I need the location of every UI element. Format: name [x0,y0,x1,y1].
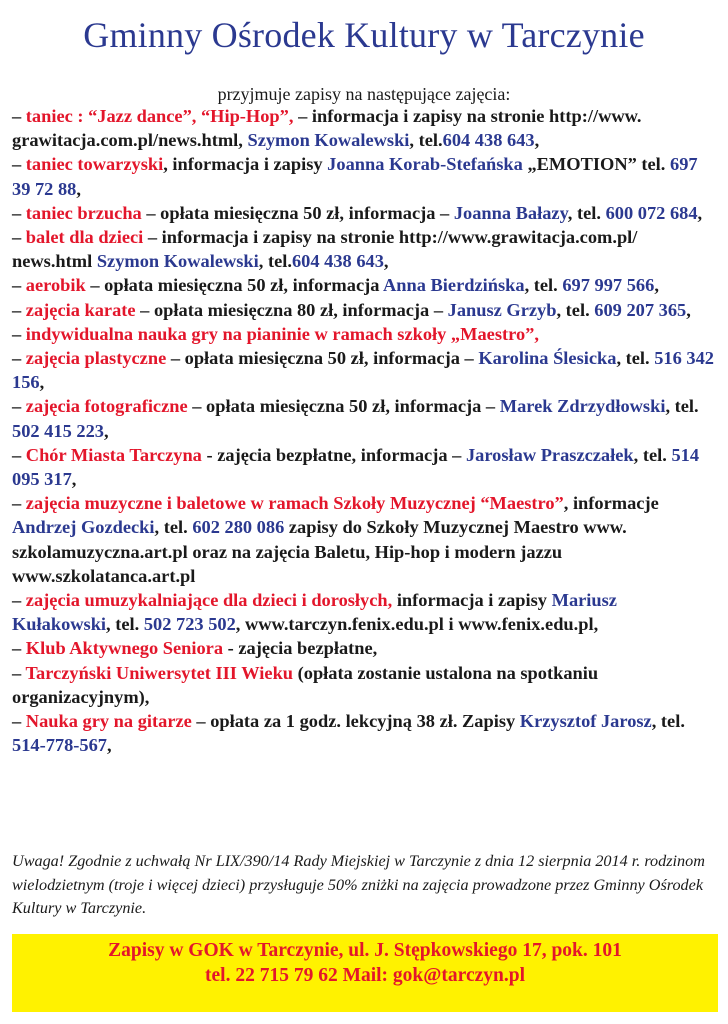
activity-name: taniec : “Jazz dance”, “Hip-Hop”, [25,106,294,126]
contact-detail: Jarosław Praszczałek [465,444,634,465]
contact-detail: 602 280 086 [192,517,285,538]
contact-detail: 697 39 72 88 [12,154,698,199]
activity-text: – opłata miesięczna 50 zł, informacja – [187,396,500,417]
activity-text: – [12,227,26,248]
activity-text: , [534,130,540,151]
activity-name: Nauka gry na gitarze [25,711,192,732]
activity-text: , tel. [409,130,443,151]
activity-text: – [12,493,26,514]
contact-detail: 502 723 502 [143,614,236,635]
activity-text: (opłata zostanie ustalona na spotkaniu organizacyjnym), [12,662,599,707]
activity-text: , [71,469,77,490]
activity-text: , tel. [258,251,292,272]
activity-item [12,298,718,322]
signup-footer [12,934,718,1012]
activity-item [12,443,718,491]
activity-text: – [12,154,26,175]
contact-detail: Szymon Kowalewski [247,130,410,151]
activity-text: , [383,251,389,272]
contact-detail: 604 438 643 [442,130,535,151]
activity-text: zapisy do Szkoły Muzycznej Maestro www. szkolamuzyczna.art.pl oraz na zajęcia Baletu, Hip-hop i modern jazzu www.szkolatanca.art.pl [12,517,627,586]
contact-detail: 609 207 365 [594,299,687,320]
activity-text: – opłata miesięczna 50 zł, informacja – [141,202,454,223]
contact-detail: 514 095 317 [12,444,700,490]
contact-detail: 697 997 566 [562,275,655,296]
activity-item [12,588,718,636]
contact-detail: Szymon Kowalewski [96,251,259,272]
activity-text: – [12,444,26,465]
activity-name: indywidualna nauka gry na pianinie w ramach szkoły „Maestro”, [25,323,539,344]
activity-text: – [12,638,26,659]
contact-detail: 502 415 223 [12,420,104,441]
contact-detail: Karolina Ślesicka [478,348,617,369]
activity-item [12,322,718,346]
activities-list [12,104,718,757]
contact-detail: Andrzej Gozdecki [12,517,155,538]
activity-text: , tel. [524,275,563,296]
activity-text: , [654,275,659,296]
activity-item [12,104,718,152]
activity-text: , [76,178,81,199]
activity-text: , informacje [563,493,659,514]
activity-item [12,273,718,297]
contact-detail: 600 072 684 [605,202,698,223]
activity-item [12,394,718,442]
activity-text: , informacja i zapisy [163,154,328,175]
activity-name: zajęcia fotograficzne [25,396,188,417]
activity-text: – [12,711,26,732]
activity-text: – [12,106,26,126]
contact-detail: 514-778-567 [12,735,108,756]
activity-item [12,201,718,225]
activity-text: , [107,735,112,756]
contact-detail: Anna Bierdzińska [383,275,525,296]
contact-detail: Joanna Korab-Stefańska [327,154,523,175]
activity-name: zajęcia plastyczne [25,348,167,369]
activity-name: zajęcia umuzykalniające dla dzieci i dorosłych, [25,590,393,611]
activity-item [12,346,718,394]
activity-item [12,225,718,273]
activity-text: – opłata za 1 godz. lekcyjną 38 zł. Zapisy [191,711,520,732]
activity-text: – [12,662,26,683]
discount-note: Uwaga! Zgodnie z uchwałą Nr LIX/390/14 Rady Miejskiej w Tarczynie z dnia 12 sierpnia 2014 r. rodzinom wielodzietnym (troje i więcej dzieci) przysługuje 50% zniżki na zajęcia prowadzone przez Gminny Ośrodek Kultury w Tarczynie. [12,852,705,917]
activity-text: , tel. [633,444,672,465]
activity-text: , tel. [616,348,655,369]
activity-item [12,661,718,709]
activity-name: Tarczyński Uniwersytet III Wieku [25,662,294,683]
contact-detail: 516 342 156 [12,348,715,393]
activity-name: taniec towarzyski [25,154,164,175]
activity-name: zajęcia muzyczne i baletowe w ramach Szkoły Muzycznej “Maestro” [25,493,564,514]
activity-text: – informacja i zapisy na stronie http://www. grawitacja.com.pl/news.html, [12,106,642,151]
activity-text: - zajęcia bezpłatne, [223,638,378,659]
activity-text: , tel. [154,517,193,538]
activity-text: , tel. [556,299,595,320]
contact-detail: Krzysztof Jarosz [519,711,652,732]
activity-item [12,636,718,660]
activity-text: , tel. [567,202,606,223]
activity-text: – [12,396,26,417]
contact-detail: 604 438 643 [291,251,384,272]
activity-text: – [12,202,26,223]
contact-detail: Joanna Bałazy [453,202,568,223]
activity-text: , tel. [651,711,685,732]
activity-text: – informacja i zapisy na stronie http://www.grawitacja.com.pl/ news.html [12,227,638,272]
activity-text: - zajęcia bezpłatne, informacja – [201,444,466,465]
activity-text: – opłata miesięczna 50 zł, informacja – [166,348,479,369]
activity-text: , tel. [665,396,699,417]
activity-name: balet dla dzieci [25,227,144,248]
contact-detail: Janusz Grzyb [447,299,557,320]
activity-name: aerobik [25,275,86,296]
activity-text: – [12,323,26,344]
activity-text: , [39,372,45,393]
activity-text: , www.tarczyn.fenix.edu.pl i www.fenix.edu.pl, [235,614,599,635]
activity-name: Chór Miasta Tarczyna [25,444,202,465]
activity-item [12,491,718,588]
activity-text: – [12,590,26,611]
activity-text: – [12,275,26,296]
activity-text: , [103,420,109,441]
intro-text: przyjmuje zapisy na następujące zajęcia: [217,84,511,104]
activity-item [12,709,718,757]
activity-name: taniec brzucha [25,202,142,223]
activity-name: zajęcia karate [25,299,136,320]
activity-text: , tel. [106,614,144,635]
activity-text: informacja i zapisy [392,590,552,611]
activity-text: , [697,202,703,223]
page-title: Gminny Ośrodek Kultury w Tarczynie [83,15,645,55]
activity-text: – [12,299,26,320]
activity-text: , [686,299,691,320]
activity-text: – opłata miesięczna 50 zł, informacja [85,275,384,296]
activity-item [12,152,718,200]
activity-text: „EMOTION” tel. [522,154,670,175]
footer-address: Zapisy w GOK w Tarczynie, ul. J. Stępkowskiego 17, pok. 101 [108,940,622,961]
activity-text: – [12,348,26,369]
contact-detail: Marek Zdrzydłowski [499,396,666,417]
footer-contact: tel. 22 715 79 62 Mail: gok@tarczyn.pl [205,965,525,986]
activity-name: Klub Aktywnego Seniora [25,638,224,659]
contact-detail: Mariusz Kułakowski [12,590,617,635]
activity-text: – opłata miesięczna 80 zł, informacja – [135,299,448,320]
